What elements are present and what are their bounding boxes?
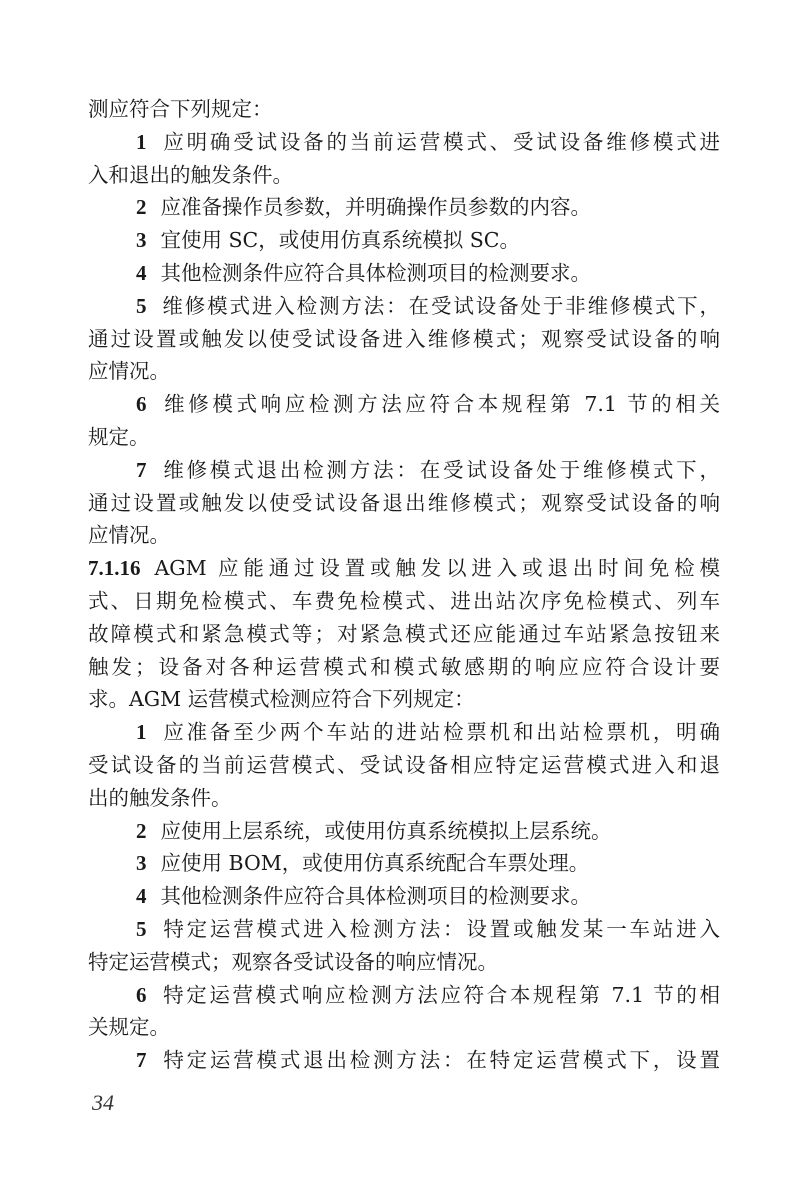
line-text: 维修模式响应检测方法应符合本规程第 7.1 节的相关 [160,392,720,417]
line-text: 规定。 [88,424,150,449]
text-line [88,487,720,520]
item-number: 1 [136,720,147,745]
document-body [88,93,720,1077]
item-number: 2 [136,195,147,220]
text-line [88,552,720,585]
item-number: 5 [136,916,147,941]
text-line [88,191,720,224]
text-line [88,618,720,651]
item-number: 5 [136,293,147,318]
line-text: 触发；设备对各种运营模式和模式敏感期的响应应符合设计要 [88,654,720,679]
line-text: 应情况。 [88,359,170,384]
text-line [88,847,720,880]
line-text: 特定运营模式响应检测方法应符合本规程第 7.1 节的相 [160,982,720,1007]
line-text: 应情况。 [88,523,170,548]
text-line [88,257,720,290]
line-text: 维修模式进入检测方法：在受试设备处于非维修模式下， [160,293,720,318]
line-text: AGM 应能通过设置或触发以进入或退出时间免检模 [154,556,720,581]
line-text: 式、日期免检模式、车费免检模式、进出站次序免检模式、列车 [88,588,720,613]
text-line [88,290,720,323]
item-number: 6 [136,392,147,417]
text-line [88,979,720,1012]
item-number: 7 [136,457,147,482]
line-text: 其他检测条件应符合具体检测项目的检测要求。 [160,260,591,285]
text-line [88,782,720,815]
text-line [88,585,720,618]
line-text: 应使用 BOM，或使用仿真系统配合车票处理。 [160,851,590,876]
line-text: 入和退出的触发条件。 [88,162,293,187]
text-line [88,93,720,126]
text-line [88,126,720,159]
text-line [88,421,720,454]
text-line [88,651,720,684]
item-number: 1 [136,129,147,154]
section-number: 7.1.16 [88,556,141,581]
line-text: 应使用上层系统，或使用仿真系统模拟上层系统。 [160,818,612,843]
text-line [88,815,720,848]
line-text: 特定运营模式；观察各受试设备的响应情况。 [88,949,498,974]
text-line [88,880,720,913]
line-text: 其他检测条件应符合具体检测项目的检测要求。 [160,884,591,909]
page-number: 34 [92,1090,114,1115]
line-text: 宜使用 SC，或使用仿真系统模拟 SC。 [160,228,520,253]
line-text: 应明确受试设备的当前运营模式、受试设备维修模式进 [160,129,720,154]
line-text: 通过设置或触发以使受试设备进入维修模式；观察受试设备的响 [88,326,720,351]
text-line [88,224,720,257]
line-text: 出的触发条件。 [88,785,232,810]
item-number: 4 [136,884,147,909]
line-text: 求。AGM 运营模式检测应符合下列规定： [88,687,475,712]
item-number: 4 [136,260,147,285]
text-line [88,355,720,388]
item-number: 6 [136,982,147,1007]
text-line [88,1011,720,1044]
line-text: 应准备操作员参数，并明确操作员参数的内容。 [160,195,591,220]
line-text: 应准备至少两个车站的进站检票机和出站检票机，明确 [160,720,720,745]
line-text: 测应符合下列规定： [88,97,273,121]
item-number: 3 [136,851,147,876]
line-text: 通过设置或触发以使受试设备退出维修模式；观察受试设备的响 [88,490,720,515]
text-line [88,388,720,421]
line-text: 关规定。 [88,1015,170,1040]
line-text: 特定运营模式进入检测方法：设置或触发某一车站进入 [160,916,720,941]
line-text: 受试设备的当前运营模式、受试设备相应特定运营模式进入和退 [88,752,720,777]
text-line [88,519,720,552]
item-number: 2 [136,818,147,843]
item-number: 3 [136,228,147,253]
line-text: 维修模式退出检测方法：在受试设备处于维修模式下， [160,457,720,482]
text-line [88,1044,720,1077]
item-number: 7 [136,1048,147,1073]
text-line [88,716,720,749]
text-line [88,946,720,979]
line-text: 故障模式和紧急模式等；对紧急模式还应能通过车站紧急按钮来 [88,621,720,646]
text-line [88,913,720,946]
text-line [88,159,720,192]
text-line [88,323,720,356]
text-line [88,454,720,487]
text-line [88,683,720,716]
line-text: 特定运营模式退出检测方法：在特定运营模式下，设置 [160,1048,720,1073]
text-line [88,749,720,782]
